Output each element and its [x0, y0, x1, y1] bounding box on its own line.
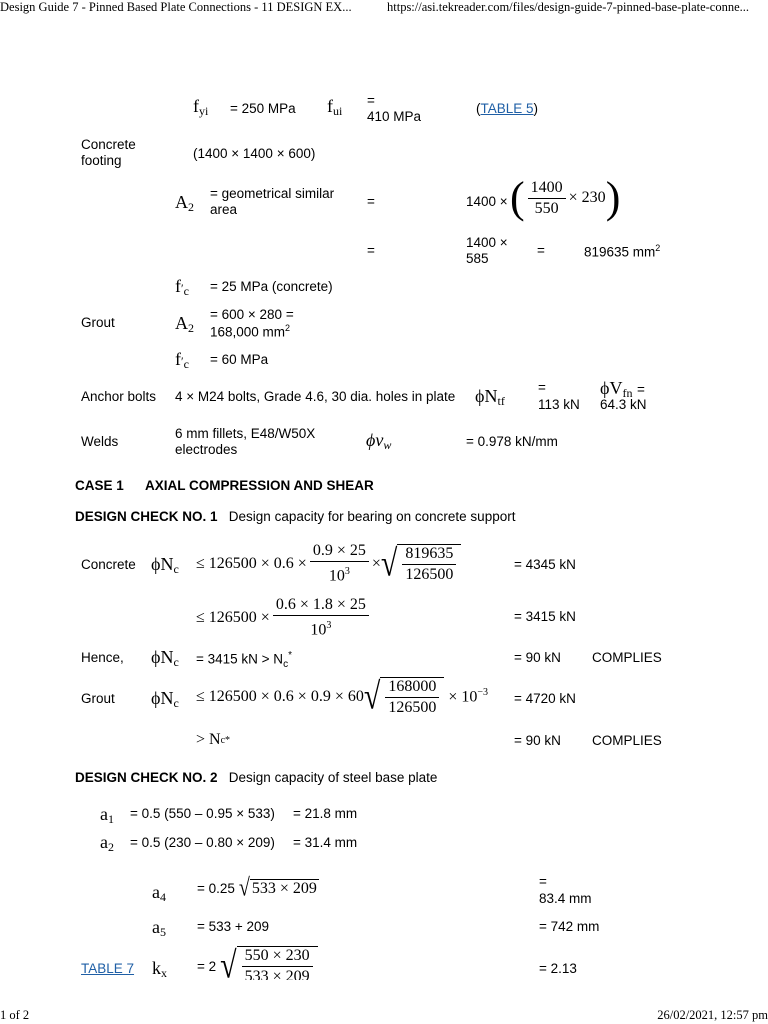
kx-symbol: $k_x$: [152, 958, 167, 980]
a5-expression: = 533 + 209: [197, 919, 270, 934]
a2-equals: =: [367, 194, 375, 209]
conc-expression-2: ≤ 126500 × $\frac{0.6 \times 1.8 \times 25}{10^3}$: [196, 596, 372, 639]
a4-result: 83.4 mm: [539, 891, 592, 906]
welds-label: Welds: [81, 434, 119, 449]
hence-text: = 3415 kN > $N_c^*$: [196, 650, 292, 671]
conc-expression-1: ≤ 126500 × 0.6 × $\frac{0.9 \times 25}{10^3}$ × √ $\frac{819635}{126500}$: [196, 542, 461, 585]
case1-title: AXIAL COMPRESSION AND SHEAR: [145, 478, 374, 493]
check2-heading: DESIGN CHECK NO. 2 Design capacity of steel base plate: [75, 770, 438, 785]
welds-desc-2: electrodes: [175, 442, 238, 457]
a2-plate-expression: = 0.5 (230 – 0.80 × 209): [130, 835, 275, 850]
fui-equals: =: [367, 93, 375, 108]
phi-ntf-value: 113 kN: [538, 397, 580, 412]
footing-label-2: footing: [81, 153, 122, 168]
a2b-equals-2: =: [537, 243, 545, 258]
fui-value: 410 MPa: [367, 109, 422, 124]
a2b-val-2: 585: [466, 251, 489, 266]
table5-link[interactable]: TABLE 5: [480, 101, 534, 116]
phi-vfn-symbol: $\phi V_{fn}$ =: [600, 378, 645, 400]
conc-result-2: = 3415 kN: [514, 609, 576, 624]
fyi-value: = 250 MPa: [230, 101, 296, 116]
a2-plate-result: = 31.4 mm: [293, 835, 358, 850]
a2-desc-2: area: [210, 202, 238, 217]
phi-ntf-equals: =: [538, 380, 546, 395]
grout-label: Grout: [81, 315, 115, 330]
grout-check-label: Grout: [81, 691, 115, 706]
anchor-label: Anchor bolts: [81, 389, 157, 404]
a5-symbol: $a_5$: [152, 917, 166, 939]
fc-concrete-value: = 25 MPa (concrete): [210, 279, 333, 294]
a2-expression: ( $\frac{1400}{550}$ × 230 ): [510, 173, 621, 222]
footing-label-1: Concrete: [81, 137, 136, 152]
a1-symbol: $a_1$: [100, 804, 114, 826]
anchor-desc: 4 × M24 bolts, Grade 4.6, 30 dia. holes in plate: [175, 389, 456, 404]
grout-result: = 4720 kN: [514, 691, 576, 706]
table7-link[interactable]: TABLE 7: [81, 961, 135, 976]
grout-compare-status: COMPLIES: [592, 733, 662, 748]
grout-compare: > N c *: [196, 731, 231, 748]
check1-heading: DESIGN CHECK NO. 1 Design capacity for bearing on concrete support: [75, 509, 516, 524]
a2-frac-num: 1400: [528, 179, 566, 199]
a2-desc-1: = geometrical similar: [210, 186, 335, 201]
welds-desc-1: 6 mm fillets, E48/W50X: [175, 426, 316, 441]
phi-vw-symbol: $\phi v_w$: [366, 430, 392, 452]
fc-grout-symbol: $f'_c$: [175, 349, 189, 371]
document-title: Design Guide 7 - Pinned Based Plate Connections - 11 DESIGN EX...: [0, 0, 352, 14]
fc-grout-value: = 60 MPa: [210, 352, 269, 367]
table5-ref: (TABLE 5): [476, 101, 539, 116]
a2b-equals: =: [367, 243, 375, 258]
a2-times-230: × 230: [568, 189, 606, 206]
a2b-val-1: 1400 ×: [466, 235, 508, 250]
phi-vfn-value: 64.3 kN: [600, 397, 647, 412]
a5-result: = 742 mm: [539, 919, 600, 934]
grout-expression: ≤ 126500 × 0.6 × 0.9 × 60 √ $\frac{168000}{126500}$ × $10^{-3}$: [196, 675, 488, 717]
fui-symbol: $f_{ui}$: [327, 96, 343, 118]
grout-a2-symbol: $A_2$: [175, 313, 194, 335]
print-timestamp: 26/02/2021, 12:57 pm: [657, 1008, 768, 1022]
kx-expression: = 2 √ $\frac{550 \times 230}{533 \times 209}$: [197, 946, 318, 980]
a1-expression: = 0.5 (550 – 0.95 × 533): [130, 806, 275, 821]
kx-result: = 2.13: [539, 961, 577, 976]
a2-frac-den: 550: [534, 199, 559, 217]
hence-status: COMPLIES: [592, 650, 662, 665]
phi-vw-value: = 0.978 kN/mm: [466, 434, 558, 449]
fyi-symbol: $f_{yi}$: [193, 96, 209, 118]
a2-lhs: 1400 ×: [466, 194, 508, 209]
a2-symbol: $A_2$: [175, 192, 194, 214]
document-url[interactable]: https://asi.tekreader.com/files/design-guide-7-pinned-base-plate-conne...: [387, 0, 750, 14]
a1-result: = 21.8 mm: [293, 806, 358, 821]
hence-label: Hence,: [81, 650, 124, 665]
grout-phi-nc-symbol: $\phi N_c$: [151, 688, 179, 710]
phi-ntf-symbol: $\phi N_{tf}$: [475, 386, 505, 408]
a4-equals: =: [539, 874, 547, 889]
grout-a2-val-1: = 600 × 280 =: [210, 307, 294, 322]
fc-symbol: $f'_c$: [175, 276, 189, 298]
conc-phi-nc-symbol: $\phi N_c$: [151, 554, 179, 576]
conc-result-1: = 4345 kN: [514, 557, 576, 572]
page-number: 1 of 2: [0, 1008, 30, 1022]
grout-a2-val-2: 168,000 $mm^2$: [210, 323, 291, 340]
a2-plate-symbol: $a_2$: [100, 832, 114, 854]
conc-label: Concrete: [81, 557, 136, 572]
hence-result: = 90 kN: [514, 650, 561, 665]
a2b-result: 819635 $mm^2$: [584, 243, 661, 260]
a4-symbol: $a_4$: [152, 882, 166, 904]
a4-expression: = 0.25 √ 533 × 209: [197, 874, 317, 902]
footing-dimensions: (1400 × 1400 × 600): [193, 146, 316, 161]
hence-phi-nc-symbol: $\phi N_c$: [151, 647, 179, 669]
case1-number: CASE 1: [75, 478, 124, 493]
grout-compare-result: = 90 kN: [514, 733, 561, 748]
